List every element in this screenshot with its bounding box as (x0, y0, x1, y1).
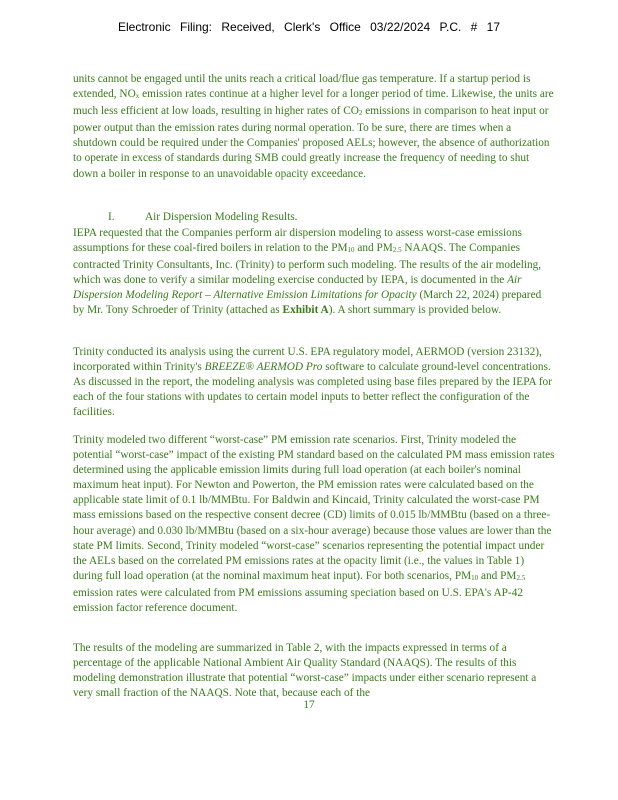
p2-text-4: (March 22, 2024) prepared by Mr. Tony Schroeder of Trinity (attached as (73, 289, 542, 317)
p4-text-3: emission rates were calculated from PM emissions assuming speciation based on U.S. EPA's AP-42 emission factor reference document. (73, 586, 523, 615)
p2-text-1: IEPA requested that the Companies perform air dispersion modeling to assess worst-case emissions assumptions for these coal-fired boilers in relation to the PM (73, 227, 522, 255)
p2-sub-pm10: 10 (347, 246, 355, 255)
p4-sub-pm10: 10 (471, 573, 479, 582)
section-number: I. (108, 211, 115, 223)
section-heading (108, 211, 298, 223)
p3-text-2: software to calculate ground-level concentrations. As discussed in the report, the modeling analysis was completed using base files prepared by the IEPA for each of the four stations with updates to certain model inputs to better reflect the configuration of the facilities. (73, 361, 552, 419)
paragraph-scenarios (73, 433, 555, 616)
paragraph-trinity-analysis (73, 345, 555, 420)
paragraph-results: The results of the modeling are summarized in Table 2, with the impacts expressed in terms of a percentage of the applicable National Ambient Air Quality Standard (NAAQS). The results of this modeling demonstration illustrate that potential “worst-case” impacts under either scenario represent a very small fraction of the NAAQS. Note that, because each of the (73, 642, 537, 700)
paragraph-startup (73, 72, 555, 182)
p1-text-3: emissions in comparison to heat input or power output than the emission rates during normal operation. To be sure, there are times when a shutdown could be required under the Companies' proposed AELs; however, the absence of authorization to operate in excess of standards during SMB could greatly increase the frequency of needing to shut down a boiler in response to an unavoidable opacity exceedance. (73, 105, 550, 180)
exhibit-reference: Exhibit A (282, 304, 329, 317)
page-number: 17 (303, 699, 315, 711)
p4-text-2: and PM (478, 569, 517, 582)
filing-header: Electronic Filing: Received, Clerk's Office 03/22/2024 P.C. # 17 (117, 20, 501, 34)
p2-text-3: NAAQS. The Companies contracted Trinity Consultants, Inc. (Trinity) to perform such modeling. The results of the air modeling, which was done to verify a similar modeling exercise conducted by IEPA, is documented in the (73, 242, 542, 287)
p2-sub-pm25: 2.5 (392, 246, 402, 255)
p2-text-2: and PM (354, 242, 393, 255)
p4-text-1: Trinity modeled two different “worst-case” PM emission rate scenarios. First, Trinity modeled the potential “worst-case” impact of the existing PM standard based on the calculated PM mass emission rates determined using the applicable emission limits during full load operation (at each boiler's nominal maximum heat input). For Newton and Powerton, the PM emission rates were calculated based on the applicable state limit of 0.1 lb/MMBtu. For Baldwin and Kincaid, Trinity calculated the worst-case PM mass emissions based on the respective consent decree (CD) limits of 0.015 lb/MMBtu (based on a three-hour average) and 0.030 lb/MMBtu (based on a six-hour average) because those values are lower than the state PM limits. Second, Trinity modeled “worst-case” scenarios representing the potential impact under the AELs based on the correlated PM emissions rates at the opacity limit (i.e., the values in Table 1) during full load operation (at the nominal maximum heat input). For both scenarios, PM (73, 434, 555, 582)
p1-sub-co2: 2 (358, 109, 363, 118)
report-title: Air Dispersion Modeling Report – Alternative Emission Limitations for Opacity (73, 274, 522, 302)
p1-sub-nox: x (135, 92, 140, 101)
section-title: Air Dispersion Modeling Results. (145, 211, 298, 223)
p1-text-1: units cannot be engaged until the units reach a critical load/flue gas temperature. If a startup period is extended, NO (73, 73, 531, 101)
p3-text-1: Trinity conducted its analysis using the current U.S. EPA regulatory model, AERMOD (version 23132), incorporated within Trinity's (73, 346, 542, 374)
p4-sub-pm25: 2.5 (516, 573, 526, 582)
paragraph-iepa-request (73, 226, 555, 319)
software-name: BREEZE® AERMOD Pro (204, 361, 323, 374)
p2-text-5: ). A short summary is provided below. (328, 304, 502, 317)
p1-text-2: emission rates continue at a higher level for a longer period of time. Likewise, the units are much less efficient at low loads, resulting in higher rates of CO (73, 88, 554, 118)
